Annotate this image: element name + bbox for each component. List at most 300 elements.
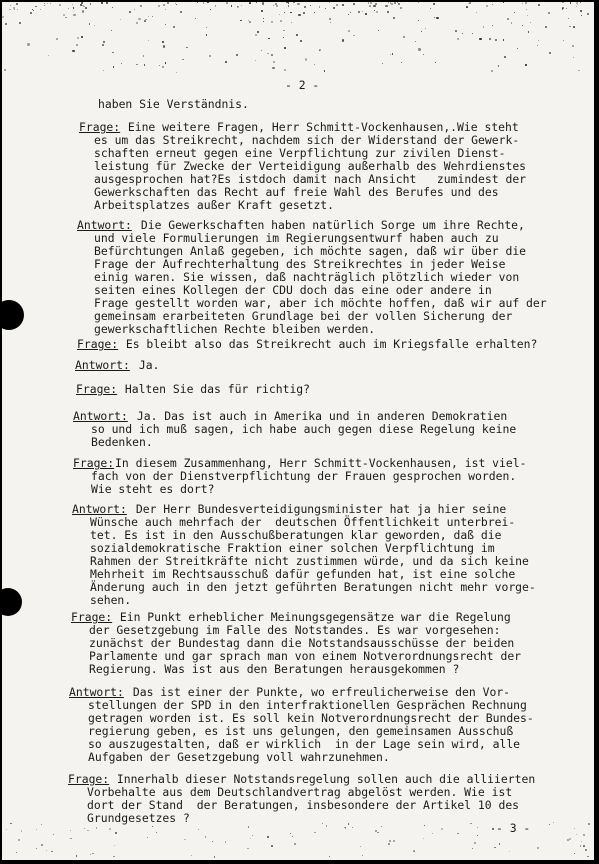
speck [209,55,211,57]
speck [237,6,239,8]
speck [514,12,515,13]
speck [375,830,377,832]
document-page [2,2,594,860]
speck [249,2,251,4]
speck [498,65,499,66]
speck [296,34,298,36]
speck [580,2,581,3]
speck [298,14,300,16]
speck [2,16,4,18]
speck [210,9,211,10]
speck [205,836,206,837]
speck [198,829,199,830]
speck [457,833,459,835]
speck [290,833,291,834]
speck [570,2,572,4]
speck [566,8,568,10]
speck [292,836,293,837]
speck [167,2,169,4]
speck [59,4,61,6]
speck [129,11,131,13]
speck [362,11,363,12]
speck [138,18,140,20]
speck [329,2,330,3]
speck [109,828,111,830]
speck [147,837,148,838]
speck [348,30,350,32]
speck [333,7,335,9]
speck [525,2,527,4]
speck [18,839,20,841]
page-number-footer: - 3 - [496,821,531,835]
speck [16,3,18,5]
speck [479,38,481,40]
speck [263,21,264,22]
answer-label: Antwort: [73,409,128,423]
speck [280,20,282,22]
speck [65,17,66,18]
text-line: es um das Streikrecht, nachdem sich der Widerstand der Gewerk- [94,133,520,147]
speck [284,69,286,71]
speck [400,7,402,9]
speck [432,833,433,834]
text-line: Befürchtungen Anlaß gegeben, ich möchte sagen, daß wir über die [94,244,527,258]
speck [40,9,41,10]
speck [36,829,37,830]
speck [342,4,344,6]
speck [549,824,550,825]
speck [106,2,108,4]
speck [457,38,459,40]
speck [180,11,182,13]
text-line: Wie steht es dort? [91,482,215,496]
text-line: Es bleibt also das Streikrecht auch im Kriegsfalle erhalten? [119,337,538,351]
speck [76,44,78,46]
text-line: dort der Stand der Beratungen, insbesondere der Artikel 10 des [87,798,520,812]
question-label: Frage: [73,456,115,470]
speck [81,36,83,38]
speck [102,44,104,46]
speck [528,31,529,32]
speck [134,9,135,10]
speck [350,12,351,13]
speck [51,851,52,852]
speck [47,3,48,4]
speck [136,64,137,65]
speck [197,2,198,3]
speck [580,845,581,846]
speck [353,35,355,37]
speck [267,53,269,55]
speck [72,4,73,5]
text-line: Ja. Das ist auch in Amerika und in anderen Demokratien [130,409,508,423]
speck [567,839,569,841]
text-line: Vorbehalte aus dem Deutschlandvertrag abgelöst werden. Wie ist [87,785,513,799]
speck [226,2,228,4]
speck [212,841,213,842]
speck [474,842,476,844]
speck [336,4,338,6]
speck [389,840,391,842]
speck [85,7,87,9]
text-line: stellungen der SPD in den interfraktionellen Gesprächen Rechnung [88,698,527,712]
speck [94,25,95,26]
speck [35,6,37,8]
speck [70,838,71,839]
text-line: Mehrheit im Rechtsausschuß dafür gefunden hat, ist eine solche [90,567,516,581]
text-line: tet. Es ist in den Ausschußberatungen klar geworden, daß die [90,528,502,542]
speck [573,26,575,28]
speck [68,8,69,9]
speck [418,2,419,3]
speck [503,2,504,3]
speck [322,823,323,824]
speck [288,5,289,6]
speck [499,843,500,844]
speck [241,5,242,6]
text-line: Der Herr Bundesverteidigungsminister hat ja hier seine [129,502,507,516]
speck [587,856,588,857]
speck [261,50,263,52]
speck [472,848,473,849]
speck [263,18,264,19]
speck [398,3,400,5]
speck [70,830,71,831]
text-line: einig waren. Sie wissen, daß nachträglich plötzlich wieder von [94,270,520,284]
speck [469,2,471,4]
text-line: so und ich muß sagen, ich habe auch gegen diese Regelung keine [91,422,517,436]
speck [53,834,54,835]
text-line: Wünsche auch mehrfach der deutschen Öffentlichkeit unterbrei- [90,515,516,529]
speck [569,26,570,27]
speck [394,2,396,4]
speck [314,12,315,13]
question-label: Frage: [71,610,113,624]
speck [293,2,294,3]
speck [120,19,121,20]
speck [392,53,393,54]
speck [163,4,165,6]
speck [387,11,389,13]
speck [273,5,274,6]
speck [581,15,582,16]
text-line: Gewerkschaften das Recht auf freie Wahl des Berufes und des [94,185,499,199]
speck [568,18,569,19]
speck [583,845,585,847]
speck [257,31,259,33]
text-line: Eine weitere Fragen, Herr Schmitt-Vockenhausen,.Wie steht [121,120,519,134]
speck [30,12,32,14]
speck [574,853,575,854]
speck [401,62,402,63]
speck [537,45,538,46]
text-line: Innerhalb dieser Notstandsregelung sollen auch die alliierten [110,772,536,786]
speck [545,26,547,28]
speck [115,832,117,834]
speck [256,2,257,3]
speck [492,828,494,830]
speck [360,846,361,847]
speck [231,5,232,6]
speck [4,69,6,71]
speck [279,14,280,15]
speck [314,64,315,65]
text-line: Änderung auch in den jetzt geführten Beratungen nicht mehr vorge- [90,580,536,594]
text-line: zunächst der Bundestag dann die Notstandsausschüsse der beiden [89,636,515,650]
text-line: ausgesprochen hat?Es istdoch damit nach Ansicht zumindest der [94,172,527,186]
speck [421,31,422,32]
speck [9,9,11,11]
speck [291,22,292,23]
speck [381,826,382,827]
speck [362,855,363,856]
speck [348,14,349,15]
speck [159,65,160,66]
speck [163,45,165,47]
speck [390,54,391,55]
speck [14,9,15,10]
speck [165,24,166,25]
speck [368,3,369,4]
speck [6,829,7,830]
speck [87,830,88,831]
speck [113,856,115,858]
speck [73,7,74,8]
speck [329,856,331,858]
text-line: getragen worden ist. Es soll kein Notverordnungsrecht der Bundes- [88,711,534,725]
speck [63,14,65,16]
text-line: Aufgaben der Gesetzgebung voll wahrzunehmen. [88,750,390,764]
speck [10,823,11,824]
speck [503,39,505,41]
speck [548,12,550,14]
speck [324,70,326,72]
text-line: Regierung. Was ist aus den Beratungen herausgekommen ? [89,662,460,676]
speck [382,63,383,64]
speck [268,38,269,39]
answer-label: Antwort: [77,218,132,232]
speck [435,62,436,63]
speck [511,22,512,23]
speck [156,832,157,833]
punch-hole-bottom [2,588,22,616]
speck [203,2,205,4]
speck [577,4,578,5]
speck [388,843,390,845]
speck [148,16,149,17]
speck [530,22,531,23]
speck [470,823,472,825]
speck [152,16,153,17]
text-line: Grundgesetzes ? [87,811,190,825]
speck [430,8,431,9]
speck [319,50,320,51]
speck [537,847,539,849]
speck [581,841,582,842]
speck [27,43,29,45]
speck [191,855,192,856]
speck [477,827,478,828]
speck [391,3,393,5]
speck [300,40,302,42]
speck [492,25,493,26]
speck [44,5,45,6]
text-line: Die Gewerkschaften haben natürlich Sorge um ihre Rechte, [134,218,525,232]
speck [82,10,84,12]
speck [344,827,345,828]
speck [538,40,539,41]
speck [423,54,424,55]
speck [236,54,238,56]
text-line: und viele Formulierungen im Regierungsentwurf haben auch zu [94,231,499,245]
speck [549,52,551,54]
speck [403,36,405,38]
speck [553,822,554,823]
speck [388,2,389,3]
speck [143,55,145,57]
text-line: gemeinsam erarbeiteten Grundlage bei der vollen Sicherung der [94,309,513,323]
speck [580,10,582,12]
speck [273,61,275,63]
speck [90,3,91,4]
speck [314,832,315,833]
text-line: schaften erneut gegen eine Verpflichtung zur zivilen Dienst- [94,146,506,160]
speck [441,828,443,830]
answer-label: Antwort: [69,685,124,699]
speck [46,850,48,852]
answer-label: Antwort: [72,502,127,516]
speck [111,30,112,31]
speck [504,56,506,58]
speck [522,3,523,4]
speck [483,26,485,28]
speck [569,838,571,840]
speck [385,5,387,7]
speck [585,849,587,851]
speck [21,830,23,832]
speck [10,5,11,6]
speck [297,3,299,5]
speck [96,827,97,828]
speck [184,839,185,840]
speck [206,34,208,36]
speck [348,823,349,824]
text-line: Frage gestellt worden war, aber ich möchte hoffen, daß wir auf der [94,296,547,310]
text-line: Frage der Aufrechterhaltung des Streikrechtes in jeder Weise [94,257,506,271]
speck [527,15,528,16]
speck [182,59,184,61]
speck [225,841,227,843]
speck [472,33,473,34]
text-line: Halten Sie das für richtig? [118,382,311,396]
speck [72,50,74,52]
speck [562,2,563,3]
text-line: Rahmen der Streitkräfte nicht zustimmen würde, und da sich keine [90,554,529,568]
speck [434,17,435,18]
speck [290,12,292,14]
speck [215,5,216,6]
punch-hole-top [2,300,24,330]
speck [112,52,114,54]
speck [413,850,415,852]
speck [305,58,307,60]
text-line: sozialdemokratische Fraktion einer solchen Verpflichtung im [90,541,495,555]
speck [303,12,305,14]
speck [373,5,375,7]
speck [436,17,438,19]
speck [76,855,78,857]
speck [17,9,19,11]
speck [214,856,215,857]
speck [526,9,527,10]
speck [486,5,488,7]
speck [41,844,43,846]
speck [491,70,493,72]
speck [162,66,164,68]
speck [393,840,395,842]
speck [576,6,577,7]
speck [415,41,417,43]
speck [466,6,468,8]
speck [152,826,153,827]
speck [36,848,37,849]
speck [252,835,253,836]
text-line: regierung geben, es ist uns gelungen, den gemeinsamen Ausschuß [88,724,514,738]
speck [56,38,58,40]
speck [517,48,518,49]
speck [476,12,477,13]
text-line: Parlamente und gar sprach man von einem Notverordnungsrecht der [89,649,522,663]
speck [176,72,177,73]
question-label: Frage: [77,337,119,351]
speck [424,825,425,826]
text-line: der Gesetzgebung im Falle des Notstandes. Es war vorgesehen: [89,623,501,637]
speck [50,3,51,4]
speck [365,13,367,15]
speck [271,54,273,56]
speck [358,11,360,13]
speck [249,21,251,23]
speck [294,843,296,845]
speck [225,61,227,63]
speck [148,40,149,41]
speck [494,847,496,849]
question-label: Frage: [79,120,121,134]
speck [370,2,371,3]
speck [425,28,426,29]
speck [283,37,284,38]
speck [240,20,241,21]
speck [33,10,35,12]
speck [462,33,463,34]
speck [89,23,91,25]
speck [73,14,75,16]
speck [41,824,42,825]
speck [186,47,188,49]
speck [114,845,115,846]
speck [507,18,509,20]
speck [393,17,395,19]
speck [248,826,249,827]
text-line: gewerkschaftlichen Rechte bleiben werden. [94,322,376,336]
speck [112,7,113,8]
speck [433,3,435,5]
speck [262,2,264,4]
speck [495,39,497,41]
speck [418,20,419,21]
speck [377,832,378,833]
speck [574,828,575,829]
